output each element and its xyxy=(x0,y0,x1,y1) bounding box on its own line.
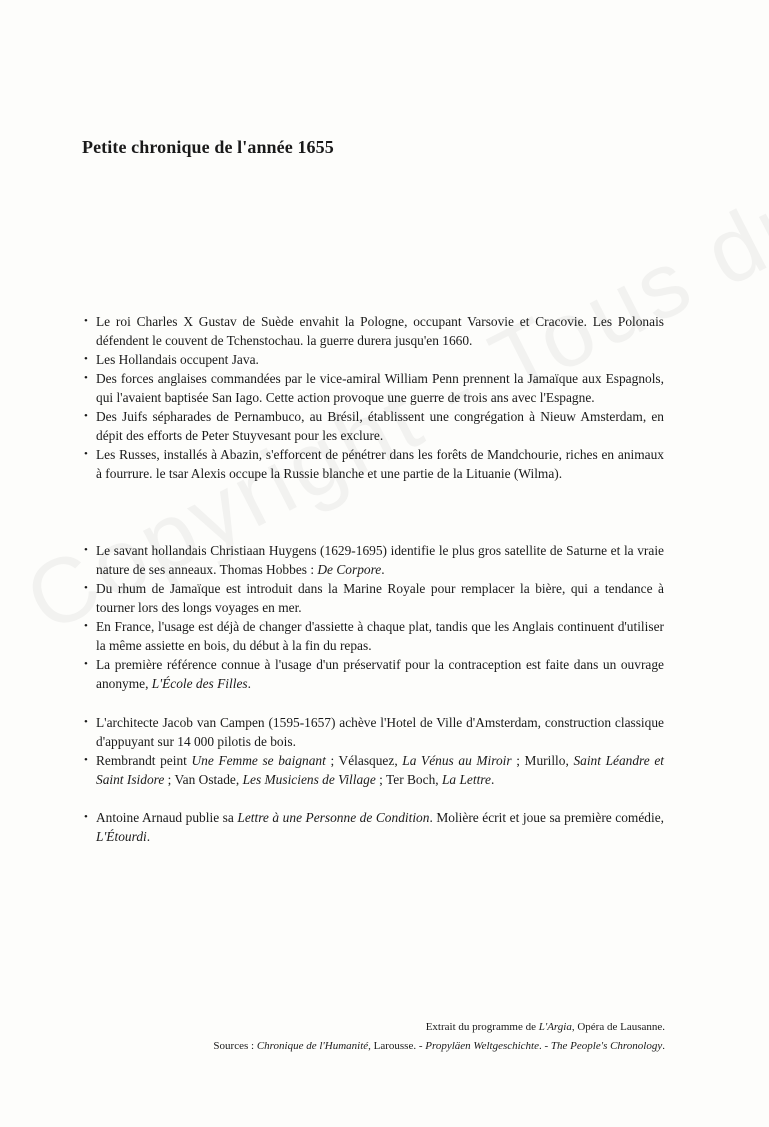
text-run: ; Vélasquez, xyxy=(325,753,403,768)
chronicle-item xyxy=(84,808,664,846)
italic-title-text: L'École des Filles xyxy=(151,676,248,691)
text-run: Sources : xyxy=(213,1040,257,1052)
text-run: Rembrandt peint xyxy=(96,753,192,768)
source-excerpt-line xyxy=(213,1018,665,1037)
text-run: . - xyxy=(539,1040,551,1052)
italic-title-text: La Vénus au Miroir xyxy=(402,753,512,768)
chronicle-item xyxy=(84,369,664,407)
page-title: Petite chronique de l'année 1655 xyxy=(82,137,334,157)
text-run: , Larousse. - xyxy=(368,1040,426,1052)
text-run: , Opéra de Lausanne. xyxy=(571,1021,665,1033)
text-run: . Molière écrit et joue sa première comédie, xyxy=(429,810,664,825)
chronicle-item xyxy=(84,407,664,445)
chronicle-item xyxy=(84,579,664,617)
chronicle-item xyxy=(84,445,664,483)
sources-line xyxy=(213,1037,665,1056)
italic-title-text: De Corpore xyxy=(317,562,382,577)
event-group-3 xyxy=(84,713,664,789)
italic-title-text: Lettre à une Personne de Condition xyxy=(237,810,430,825)
text-run: Antoine Arnaud publie sa xyxy=(96,810,238,825)
text-run: Du rhum de Jamaïque est introduit dans la Marine Royale pour remplacer la bière, qui a tendance à tourner lors des longs voyages en mer. xyxy=(96,581,664,615)
chronicle-item xyxy=(84,713,664,751)
text-run: Les Russes, installés à Abazin, s'efforcent de pénétrer dans les forêts de Mandchourie, riches en animaux à fourrure. le tsar Alexis occupe la Russie blanche et une partie de la Lituanie (Wilma). xyxy=(96,447,664,481)
chronicle-item xyxy=(84,312,664,350)
text-run: ; Van Ostade, xyxy=(164,772,243,787)
chronicle-item xyxy=(84,655,664,693)
event-group-4 xyxy=(84,808,664,846)
text-run: . xyxy=(381,562,385,577)
text-run: En France, l'usage est déjà de changer d'assiette à chaque plat, tandis que les Anglais continuent d'utiliser la même assiette en bois, du début à la fin du repas. xyxy=(96,619,664,653)
text-run: L'architecte Jacob van Campen (1595-1657) achève l'Hotel de Ville d'Amsterdam, construction classique d'appuyant sur 14 000 pilotis de bois. xyxy=(96,715,664,749)
credits-block xyxy=(213,1018,665,1056)
event-group-2 xyxy=(84,541,664,693)
text-run: ; Murillo, xyxy=(511,753,574,768)
italic-title-text: La Lettre xyxy=(441,772,491,787)
chronicle-item xyxy=(84,617,664,655)
text-run: Extrait du programme de xyxy=(425,1021,539,1033)
text-run: Les Hollandais occupent Java. xyxy=(96,352,259,367)
text-run: Des forces anglaises commandées par le vice-amiral William Penn prennent la Jamaïque aux Espagnols, qui l'avaient baptisée San Iago. Cette action provoque une guerre de trois ans avec l'Espagne. xyxy=(96,371,664,405)
chronicle-item xyxy=(84,350,664,369)
italic-title-text: Les Musiciens de Village xyxy=(242,772,376,787)
italic-title-text: Une Femme se baignant xyxy=(191,753,326,768)
chronicle-item xyxy=(84,541,664,579)
text-run: . xyxy=(247,676,251,691)
text-run: . xyxy=(490,772,495,787)
italic-title-text: Chronique de l'Humanité xyxy=(256,1040,369,1052)
text-run: Des Juifs sépharades de Pernambuco, au Brésil, établissent une congrégation à Nieuw Amsterdam, en dépit des efforts de Peter Stuyvesant pour les exclure. xyxy=(96,409,664,443)
italic-title-text: L'Argia xyxy=(538,1021,572,1033)
text-run: La première référence connue à l'usage d'un préservatif pour la contraception est faite dans un ouvrage anonyme, xyxy=(96,657,664,691)
text-run: Le savant hollandais Christiaan Huygens (1629-1695) identifie le plus gros satellite de Saturne et la vraie nature de ses anneaux. Thomas Hobbes : xyxy=(96,543,664,577)
event-group-1 xyxy=(84,312,664,483)
italic-title-text: Saint Léandre et Saint Isidore xyxy=(96,753,664,787)
text-run: . xyxy=(146,829,151,844)
italic-title-text: L'Étourdi xyxy=(96,829,147,844)
text-run: Le roi Charles X Gustav de Suède envahit la Pologne, occupant Varsovie et Cracovie. Les Polonais défendent le couvent de Tchenstochau. la guerre durera jusqu'en 1660. xyxy=(96,314,664,348)
chronicle-item xyxy=(84,751,664,789)
text-run: ; Ter Boch, xyxy=(375,772,442,787)
italic-title-text: The People's Chronology xyxy=(550,1040,663,1052)
italic-title-text: Propyläen Weltgeschichte xyxy=(425,1040,539,1052)
text-run: . xyxy=(662,1040,665,1052)
